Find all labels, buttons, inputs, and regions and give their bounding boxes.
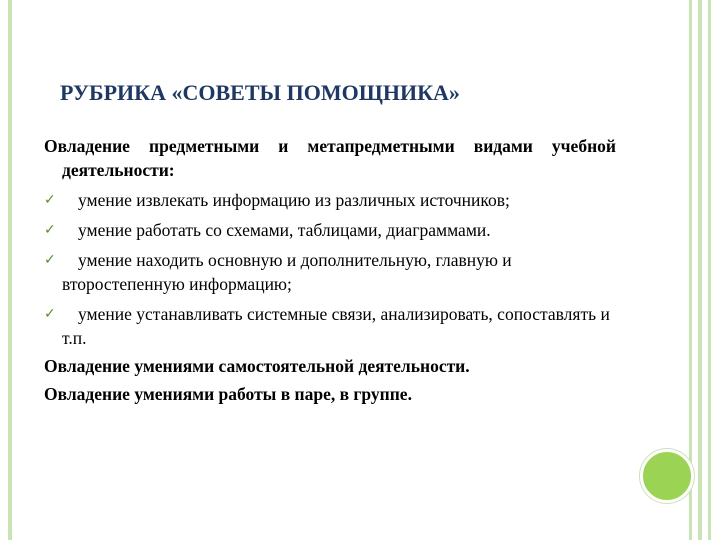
bullet-item	[44, 302, 616, 350]
bullet-item	[44, 188, 616, 212]
check-icon: ✓	[44, 252, 56, 268]
green-circle-decoration	[640, 449, 694, 503]
check-icon: ✓	[44, 306, 56, 322]
bullet-text: умение находить основную и дополнительную, главную и второстепенную информацию;	[62, 250, 512, 294]
bullet-item	[44, 218, 616, 242]
intro-paragraph: Овладение предметными и метапредметными видами учебной деятельности:	[44, 136, 616, 180]
right-frame-stripe	[689, 0, 711, 540]
check-icon: ✓	[44, 192, 56, 208]
check-icon: ✓	[44, 222, 56, 238]
bullet-text: умение работать со схемами, таблицами, диаграммами.	[78, 220, 491, 240]
bullet-text: умение устанавливать системные связи, анализировать, сопоставлять и т.п.	[62, 304, 610, 348]
paragraph-self-study: Овладение умениями самостоятельной деятельности.	[44, 356, 470, 376]
bullet-item	[44, 248, 616, 296]
slide-title: РУБРИКА «СОВЕТЫ ПОМОЩНИКА»	[60, 80, 460, 105]
paragraph-group-work: Овладение умениями работы в паре, в группе.	[44, 384, 412, 404]
slide-content	[44, 134, 616, 406]
left-frame-stripe	[8, 0, 12, 540]
bullet-text: умение извлекать информацию из различных источников;	[78, 190, 510, 210]
right-frame-inner-stripe	[698, 0, 702, 540]
